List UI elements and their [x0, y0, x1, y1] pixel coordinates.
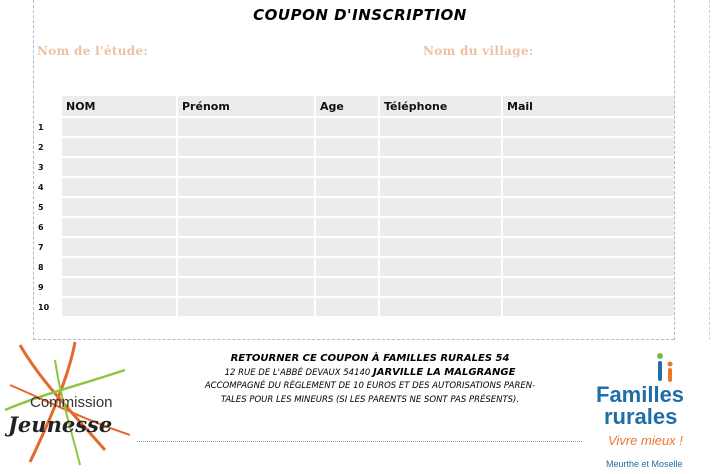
dotted-separator	[137, 441, 582, 442]
cell-nom	[62, 178, 176, 196]
cell-age	[316, 258, 378, 276]
row-number: 5	[36, 198, 60, 216]
cell-telephone	[380, 218, 501, 236]
cell-mail	[503, 178, 674, 196]
cell-nom	[62, 298, 176, 316]
cell-telephone	[380, 118, 501, 136]
page-edge-line	[709, 0, 710, 340]
cell-age	[316, 158, 378, 176]
cell-age	[316, 118, 378, 136]
cell-nom	[62, 158, 176, 176]
row-number: 7	[36, 238, 60, 256]
header-blank	[36, 96, 60, 116]
table-row	[36, 218, 674, 236]
logo-jeunesse-text: Jeunesse	[8, 412, 113, 437]
cell-age	[316, 178, 378, 196]
row-number: 8	[36, 258, 60, 276]
row-number: 3	[36, 158, 60, 176]
cell-prenom	[178, 218, 314, 236]
return-instructions	[160, 352, 580, 407]
cell-prenom	[178, 298, 314, 316]
table-row	[36, 238, 674, 256]
column-header-telephone: Téléphone	[380, 96, 501, 116]
row-number: 10	[36, 298, 60, 316]
table-row	[36, 258, 674, 276]
cell-mail	[503, 158, 674, 176]
logo-commission-text: Commission	[30, 394, 113, 411]
commission-jeunesse-logo	[0, 340, 140, 468]
table-row	[36, 198, 674, 216]
cell-prenom	[178, 158, 314, 176]
cell-telephone	[380, 198, 501, 216]
cell-telephone	[380, 138, 501, 156]
row-number: 6	[36, 218, 60, 236]
cell-prenom	[178, 278, 314, 296]
cell-telephone	[380, 278, 501, 296]
cell-age	[316, 138, 378, 156]
cell-age	[316, 278, 378, 296]
cell-nom	[62, 198, 176, 216]
cell-nom	[62, 218, 176, 236]
cell-age	[316, 198, 378, 216]
cell-age	[316, 238, 378, 256]
familles-rurales-logo	[590, 350, 710, 470]
table-row	[36, 118, 674, 136]
table-header-row	[36, 96, 674, 116]
cell-mail	[503, 198, 674, 216]
cell-nom	[62, 238, 176, 256]
cell-telephone	[380, 238, 501, 256]
cell-prenom	[178, 238, 314, 256]
table-row	[36, 158, 674, 176]
cell-nom	[62, 118, 176, 136]
instructions-line-4: TALES POUR LES MINEURS (SI LES PARENTS NE SONT PAS PRÉSENTS).	[220, 394, 520, 405]
instructions-line-2	[160, 366, 580, 381]
cell-mail	[503, 138, 674, 156]
row-number: 2	[36, 138, 60, 156]
row-number: 4	[36, 178, 60, 196]
column-header-age: Age	[316, 96, 378, 116]
cell-prenom	[178, 138, 314, 156]
cell-prenom	[178, 178, 314, 196]
column-header-nom: NOM	[62, 96, 176, 116]
table-row	[36, 138, 674, 156]
logo-familles-text: Familles	[596, 382, 685, 407]
cell-telephone	[380, 158, 501, 176]
registration-table	[34, 94, 676, 318]
cell-mail	[503, 218, 674, 236]
cell-telephone	[380, 298, 501, 316]
column-header-prenom: Prénom	[178, 96, 314, 116]
cell-prenom	[178, 118, 314, 136]
coupon-title: COUPON D'INSCRIPTION	[253, 6, 467, 24]
instructions-address: 12 RUE DE L'ABBÉ DEVAUX 54140	[224, 367, 371, 378]
logo-slogan-text: Vivre mieux !	[608, 433, 683, 448]
row-number: 1	[36, 118, 60, 136]
cell-prenom	[178, 258, 314, 276]
table-row	[36, 298, 674, 316]
cell-mail	[503, 298, 674, 316]
cell-age	[316, 218, 378, 236]
row-number: 9	[36, 278, 60, 296]
table-row	[36, 278, 674, 296]
cell-mail	[503, 258, 674, 276]
cell-nom	[62, 278, 176, 296]
cell-mail	[503, 278, 674, 296]
column-header-mail: Mail	[503, 96, 674, 116]
instructions-line-1: RETOURNER CE COUPON À FAMILLES RURALES 54	[230, 353, 510, 364]
cell-mail	[503, 118, 674, 136]
cell-telephone	[380, 258, 501, 276]
cell-mail	[503, 238, 674, 256]
instructions-line-3: ACCOMPAGNÉ DU RÈGLEMENT DE 10 EUROS ET DES AUTORISATIONS PAREN-	[204, 381, 536, 391]
cell-prenom	[178, 198, 314, 216]
logo-region-text: Meurthe et Moselle	[606, 459, 683, 469]
cell-nom	[62, 258, 176, 276]
table-row	[36, 178, 674, 196]
label-nom-etude: Nom de l'étude:	[37, 44, 149, 58]
instructions-city: JARVILLE LA MALGRANGE	[373, 366, 516, 378]
cell-age	[316, 298, 378, 316]
cell-nom	[62, 138, 176, 156]
label-nom-village: Nom du village:	[423, 44, 534, 58]
logo-rurales-text: rurales	[604, 404, 678, 429]
cell-telephone	[380, 178, 501, 196]
people-figures-icon	[657, 353, 673, 382]
